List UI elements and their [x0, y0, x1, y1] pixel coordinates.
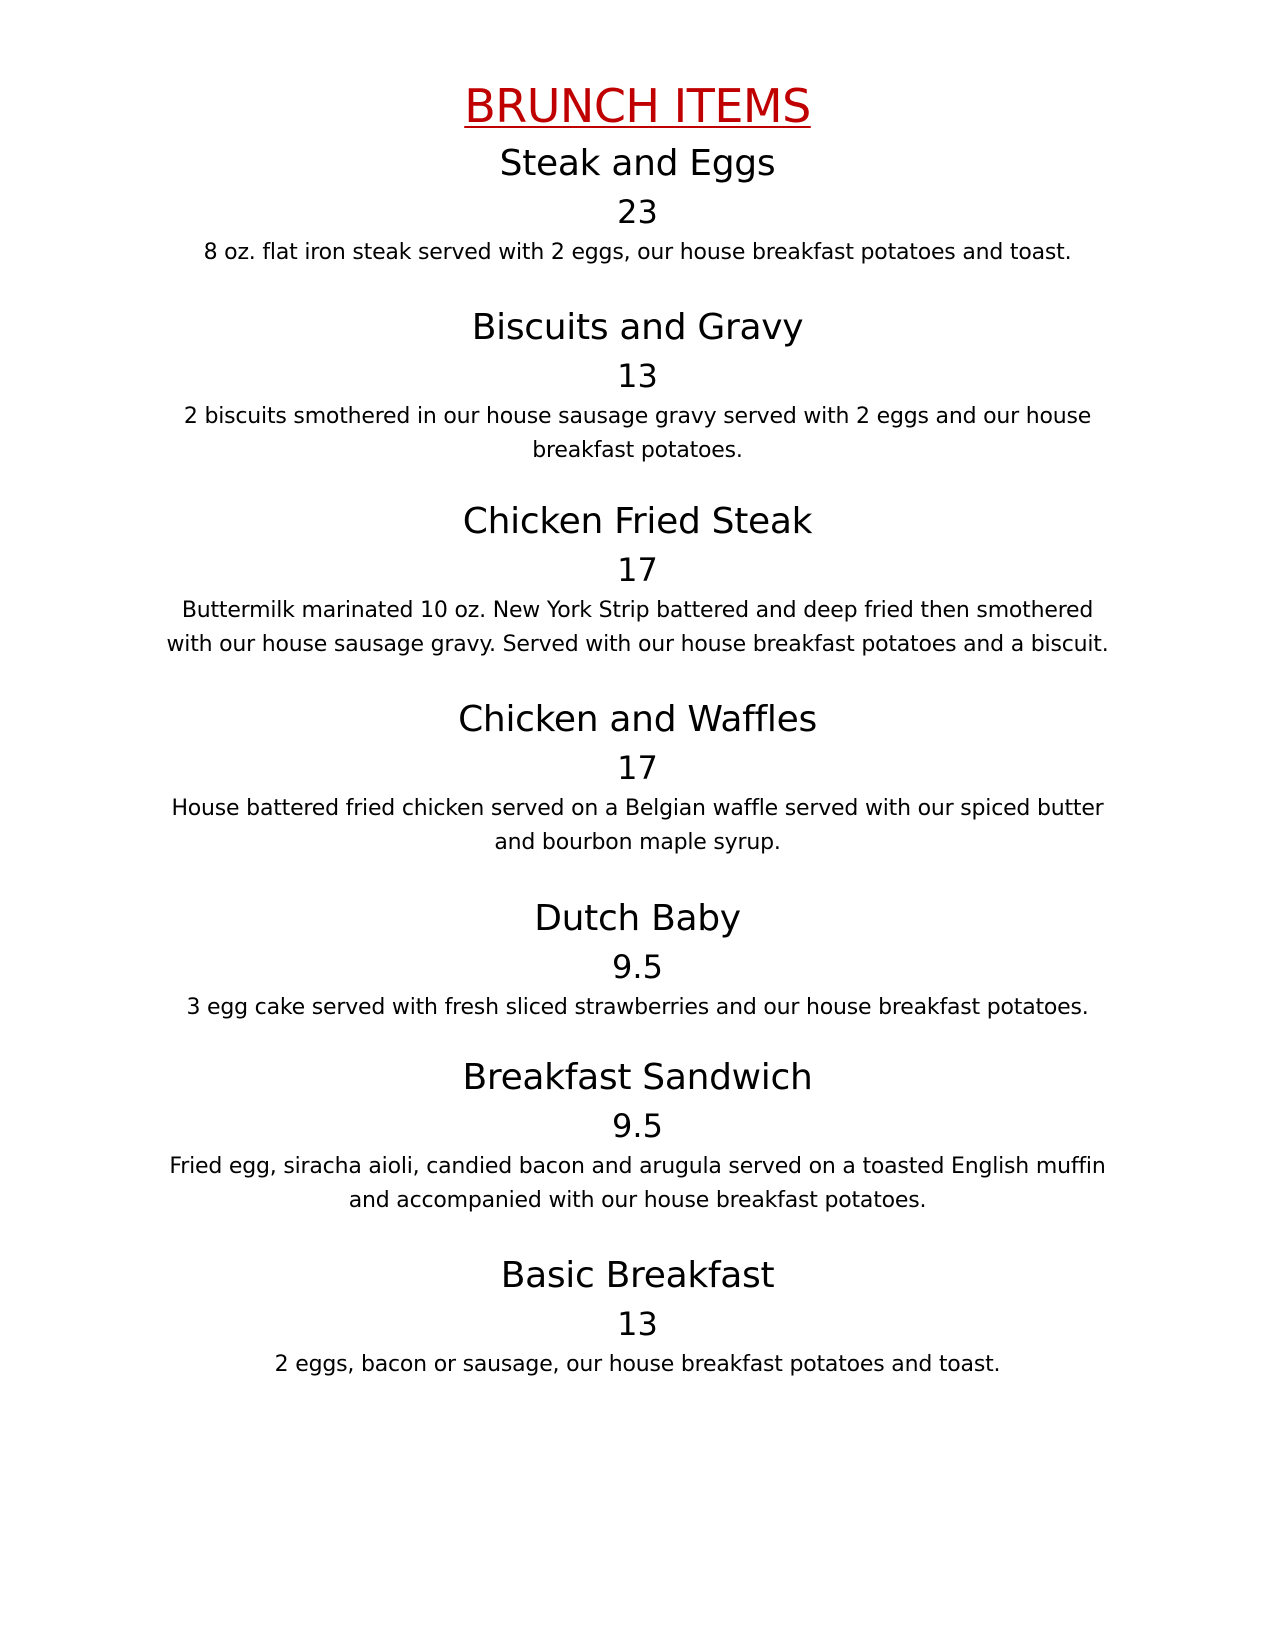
- item-name: Steak and Eggs: [499, 143, 776, 184]
- menu-title: BRUNCH ITEMS: [464, 79, 811, 133]
- item-name: Dutch Baby: [534, 898, 741, 939]
- menu-item: [0, 142, 1275, 270]
- item-price: 23: [617, 193, 658, 231]
- item-description: 2 eggs, bacon or sausage, our house breakfast potatoes and toast.: [274, 1352, 1001, 1377]
- menu-item: [0, 897, 1275, 1025]
- item-description: 2 biscuits smothered in our house sausage gravy served with 2 eggs and our house breakfast potatoes.: [183, 404, 1092, 463]
- menu-item: [0, 698, 1275, 860]
- item-name: Chicken Fried Steak: [462, 501, 813, 542]
- item-name: Breakfast Sandwich: [462, 1057, 813, 1098]
- item-description: Buttermilk marinated 10 oz. New York Strip battered and deep fried then smothered with our house sausage gravy. Served with our house breakfast potatoes and a biscuit.: [166, 598, 1109, 657]
- item-price: 17: [617, 551, 658, 589]
- menu-item: [0, 1254, 1275, 1382]
- menu-item: [0, 306, 1275, 468]
- menu-item: [0, 500, 1275, 662]
- item-price: 9.5: [612, 948, 663, 986]
- item-price: 9.5: [612, 1107, 663, 1145]
- item-description: 3 egg cake served with fresh sliced strawberries and our house breakfast potatoes.: [186, 995, 1089, 1020]
- item-price: 13: [617, 357, 658, 395]
- item-name: Biscuits and Gravy: [471, 307, 804, 348]
- item-description: 8 oz. flat iron steak served with 2 eggs, our house breakfast potatoes and toast.: [203, 240, 1072, 265]
- item-description: Fried egg, siracha aioli, candied bacon and arugula served on a toasted English muffin and accompanied with our house breakfast potatoes.: [169, 1154, 1106, 1213]
- menu-item: [0, 1056, 1275, 1218]
- item-price: 13: [617, 1305, 658, 1343]
- item-description: House battered fried chicken served on a Belgian waffle served with our spiced butter and bourbon maple syrup.: [171, 796, 1104, 855]
- item-name: Basic Breakfast: [500, 1255, 775, 1296]
- item-price: 17: [617, 749, 658, 787]
- item-name: Chicken and Waffles: [458, 699, 817, 740]
